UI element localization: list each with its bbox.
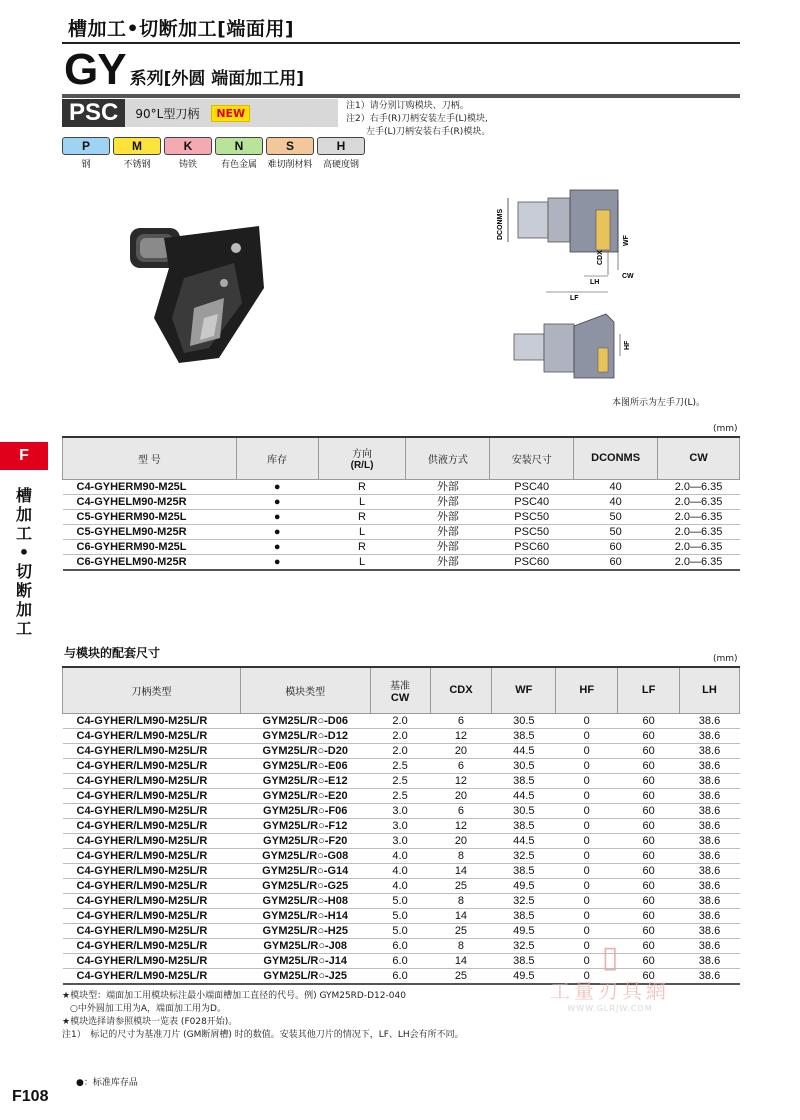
cell-mount: PSC40 [490, 479, 574, 494]
col-direction-label: 方向 [352, 449, 373, 461]
cell-base-cw: 5.0 [370, 923, 430, 938]
cell-lf: 60 [618, 803, 680, 818]
cell-base-cw: 5.0 [370, 893, 430, 908]
material-code: K [164, 137, 212, 155]
footnote: ★模块选择请参照模块一览表 (F028开始)。 [62, 1017, 238, 1027]
cell-base-cw: 3.0 [370, 803, 430, 818]
cell-lf: 60 [618, 773, 680, 788]
cell-hf: 0 [556, 923, 618, 938]
cell-holder-type: C4-GYHER/LM90-M25L/R [63, 908, 241, 923]
dconms-label: DCONMS [497, 208, 504, 240]
cell-wf: 38.5 [492, 908, 556, 923]
table-row [63, 788, 740, 803]
cell-model: C4-GYHERM90-M25L [63, 479, 237, 494]
cell-cdx: 8 [430, 893, 492, 908]
cell-coolant: 外部 [406, 539, 490, 554]
col-lh: LH [680, 667, 740, 713]
table-row [63, 893, 740, 908]
series-name: 系列[外圆 端面加工用] [129, 69, 305, 89]
cell-hf: 0 [556, 758, 618, 773]
cell-lf: 60 [618, 713, 680, 728]
psc-code: PSC [62, 99, 125, 127]
material-s [266, 137, 314, 170]
cell-coolant: 外部 [406, 479, 490, 494]
cell-cw: 2.0—6.35 [658, 494, 740, 509]
cell-lh: 38.6 [680, 758, 740, 773]
stock-legend: ●：标准库存品 [76, 1078, 138, 1088]
cell-cdx: 12 [430, 818, 492, 833]
cell-wf: 30.5 [492, 758, 556, 773]
cell-base-cw: 2.5 [370, 758, 430, 773]
col-base-label: 基准 [390, 680, 411, 692]
cell-cw: 2.0—6.35 [658, 524, 740, 539]
material-k [164, 137, 212, 170]
col-base-cw [370, 667, 430, 713]
cell-stock: ● [236, 539, 318, 554]
cell-module-type: GYM25L/R○-H14 [240, 908, 370, 923]
cell-cdx: 6 [430, 713, 492, 728]
cell-wf: 38.5 [492, 863, 556, 878]
table-row [63, 833, 740, 848]
cell-hf: 0 [556, 833, 618, 848]
cell-dconms: 40 [574, 494, 658, 509]
cell-lh: 38.6 [680, 773, 740, 788]
cell-cdx: 14 [430, 863, 492, 878]
cell-direction: L [318, 494, 406, 509]
cell-model: C6-GYHELM90-M25R [63, 554, 237, 570]
material-label: 难切削材料 [267, 160, 313, 170]
cell-hf: 0 [556, 728, 618, 743]
cell-cdx: 8 [430, 938, 492, 953]
watermark [540, 940, 680, 1013]
cell-hf: 0 [556, 893, 618, 908]
table-row [63, 803, 740, 818]
material-legend [62, 137, 365, 170]
cell-module-type: GYM25L/R○-F20 [240, 833, 370, 848]
cell-model: C6-GYHERM90-M25L [63, 539, 237, 554]
cell-wf: 38.5 [492, 728, 556, 743]
cell-base-cw: 2.0 [370, 713, 430, 728]
col-hf: HF [556, 667, 618, 713]
table-row [63, 554, 740, 570]
cell-mount: PSC60 [490, 539, 574, 554]
cell-holder-type: C4-GYHER/LM90-M25L/R [63, 803, 241, 818]
cell-base-cw: 5.0 [370, 908, 430, 923]
cell-module-type: GYM25L/R○-G08 [240, 848, 370, 863]
cell-lf: 60 [618, 818, 680, 833]
cell-wf: 38.5 [492, 953, 556, 968]
cell-module-type: GYM25L/R○-E06 [240, 758, 370, 773]
cell-cdx: 14 [430, 953, 492, 968]
material-h [317, 137, 365, 170]
cell-hf: 0 [556, 953, 618, 968]
col-cdx: CDX [430, 667, 492, 713]
cell-wf: 44.5 [492, 833, 556, 848]
cell-cdx: 25 [430, 968, 492, 984]
cell-cdx: 25 [430, 923, 492, 938]
table-header-row [63, 667, 740, 713]
cell-direction: L [318, 554, 406, 570]
cell-lh: 38.6 [680, 893, 740, 908]
cell-direction: L [318, 524, 406, 539]
table-row [63, 713, 740, 728]
table-row [63, 923, 740, 938]
module-dims-table [62, 666, 740, 985]
cell-model: C4-GYHELM90-M25R [63, 494, 237, 509]
cell-cw: 2.0—6.35 [658, 554, 740, 570]
cell-module-type: GYM25L/R○-F12 [240, 818, 370, 833]
table-row [63, 908, 740, 923]
cell-lf: 60 [618, 893, 680, 908]
cell-lf: 60 [618, 953, 680, 968]
cw-label: CW [622, 273, 634, 280]
cell-module-type: GYM25L/R○-H25 [240, 923, 370, 938]
cell-lh: 38.6 [680, 968, 740, 984]
cell-base-cw: 3.0 [370, 833, 430, 848]
cell-holder-type: C4-GYHER/LM90-M25L/R [63, 743, 241, 758]
cell-stock: ● [236, 554, 318, 570]
watermark-logo: ▯ [601, 940, 619, 975]
cell-holder-type: C4-GYHER/LM90-M25L/R [63, 938, 241, 953]
tool-holder-photo [124, 218, 269, 366]
dimension-diagram-side [510, 308, 640, 388]
cell-cdx: 12 [430, 773, 492, 788]
cell-dconms: 50 [574, 524, 658, 539]
cell-hf: 0 [556, 743, 618, 758]
cell-lh: 38.6 [680, 908, 740, 923]
col-direction-sub: (R/L) [350, 460, 374, 472]
col-wf: WF [492, 667, 556, 713]
cell-lf: 60 [618, 848, 680, 863]
table-row [63, 728, 740, 743]
series-title [64, 46, 304, 94]
cell-module-type: GYM25L/R○-F06 [240, 803, 370, 818]
cell-base-cw: 4.0 [370, 878, 430, 893]
table-row [63, 494, 740, 509]
cell-base-cw: 2.5 [370, 773, 430, 788]
material-n [215, 137, 263, 170]
cell-holder-type: C4-GYHER/LM90-M25L/R [63, 818, 241, 833]
cell-base-cw: 6.0 [370, 968, 430, 984]
cell-holder-type: C4-GYHER/LM90-M25L/R [63, 713, 241, 728]
cell-mount: PSC50 [490, 509, 574, 524]
cell-hf: 0 [556, 803, 618, 818]
cell-base-cw: 4.0 [370, 863, 430, 878]
cell-hf: 0 [556, 713, 618, 728]
cell-lh: 38.6 [680, 833, 740, 848]
material-m [113, 137, 161, 170]
footnote: 注1） 标记的尺寸为基准刀片 (GM断屑槽) 时的数值。安装其他刀片的情况下，LF、LH会有所不同。 [62, 1030, 464, 1040]
watermark-name: 工量刃具網 [550, 979, 670, 1003]
cell-module-type: GYM25L/R○-D12 [240, 728, 370, 743]
cell-dconms: 50 [574, 509, 658, 524]
material-code: M [113, 137, 161, 155]
cell-dconms: 60 [574, 539, 658, 554]
cell-lh: 38.6 [680, 728, 740, 743]
psc-bar [62, 99, 338, 127]
cell-lf: 60 [618, 923, 680, 938]
cell-cdx: 20 [430, 743, 492, 758]
table-row [63, 539, 740, 554]
material-label: 铸铁 [178, 160, 197, 170]
watermark-url: WWW.GLRJW.COM [567, 1004, 653, 1013]
cell-cdx: 6 [430, 803, 492, 818]
cell-base-cw: 2.5 [370, 788, 430, 803]
cell-base-cw: 6.0 [370, 953, 430, 968]
cell-cdx: 14 [430, 908, 492, 923]
cell-lh: 38.6 [680, 803, 740, 818]
col-mount: 安装尺寸 [490, 437, 574, 479]
cell-lf: 60 [618, 833, 680, 848]
cell-lf: 60 [618, 743, 680, 758]
cell-module-type: GYM25L/R○-H08 [240, 893, 370, 908]
cell-stock: ● [236, 509, 318, 524]
cell-module-type: GYM25L/R○-G14 [240, 863, 370, 878]
cell-cw: 2.0—6.35 [658, 509, 740, 524]
cell-holder-type: C4-GYHER/LM90-M25L/R [63, 968, 241, 984]
cell-lh: 38.6 [680, 818, 740, 833]
cell-stock: ● [236, 479, 318, 494]
cell-holder-type: C4-GYHER/LM90-M25L/R [63, 863, 241, 878]
cell-holder-type: C4-GYHER/LM90-M25L/R [63, 848, 241, 863]
top-note: 注2）右手(R)刀柄安装左手(L)模块, [346, 114, 488, 124]
cell-stock: ● [236, 494, 318, 509]
cell-hf: 0 [556, 788, 618, 803]
cell-base-cw: 4.0 [370, 848, 430, 863]
cell-stock: ● [236, 524, 318, 539]
table-row [63, 479, 740, 494]
cell-base-cw: 2.0 [370, 728, 430, 743]
cell-lf: 60 [618, 968, 680, 984]
holder-table [62, 436, 740, 571]
header-rule [62, 42, 740, 44]
cell-module-type: GYM25L/R○-D20 [240, 743, 370, 758]
cell-coolant: 外部 [406, 524, 490, 539]
unit-label-table2: (mm) [713, 654, 738, 664]
lh-label: LH [590, 279, 600, 286]
cell-dconms: 40 [574, 479, 658, 494]
cell-lh: 38.6 [680, 743, 740, 758]
cell-module-type: GYM25L/R○-J25 [240, 968, 370, 984]
cdx-label: CDX [597, 250, 604, 265]
col-direction [318, 437, 406, 479]
material-label: 不锈钢 [123, 160, 151, 170]
cell-base-cw: 2.0 [370, 743, 430, 758]
cell-holder-type: C4-GYHER/LM90-M25L/R [63, 893, 241, 908]
cell-base-cw: 6.0 [370, 938, 430, 953]
footnotes [62, 990, 464, 1042]
cell-lf: 60 [618, 758, 680, 773]
cell-cdx: 6 [430, 758, 492, 773]
top-notes [346, 100, 490, 139]
table-row [63, 773, 740, 788]
cell-holder-type: C4-GYHER/LM90-M25L/R [63, 923, 241, 938]
material-label: 高硬度钢 [322, 160, 359, 170]
cell-holder-type: C4-GYHER/LM90-M25L/R [63, 788, 241, 803]
cell-lh: 38.6 [680, 788, 740, 803]
cell-wf: 49.5 [492, 878, 556, 893]
table-row [63, 509, 740, 524]
diagram-caption: 本图所示为左手刀(L)。 [612, 398, 706, 408]
cell-lf: 60 [618, 863, 680, 878]
cell-module-type: GYM25L/R○-E12 [240, 773, 370, 788]
cell-holder-type: C4-GYHER/LM90-M25L/R [63, 878, 241, 893]
matching-dims-title: 与模块的配套尺寸 [64, 646, 161, 660]
table-row [63, 863, 740, 878]
psc-description: 90°L型刀柄 [135, 106, 200, 121]
cell-holder-type: C4-GYHER/LM90-M25L/R [63, 728, 241, 743]
cell-lh: 38.6 [680, 713, 740, 728]
material-label: 钢 [81, 160, 91, 170]
cell-coolant: 外部 [406, 494, 490, 509]
top-note: 注1）请分别订购模块、刀柄。 [346, 101, 469, 111]
cell-module-type: GYM25L/R○-G25 [240, 878, 370, 893]
material-p [62, 137, 110, 170]
table-header-row [63, 437, 740, 479]
col-coolant: 供液方式 [406, 437, 490, 479]
col-holder-type: 刀柄类型 [63, 667, 241, 713]
top-note: 左手(L)刀柄安装右手(R)模块。 [366, 127, 491, 137]
footnote: ★模块型：端面加工用模块标注最小端面槽加工直径的代号。例) GYM25RD-D12-040 [62, 991, 406, 1001]
cell-wf: 49.5 [492, 968, 556, 984]
cell-hf: 0 [556, 818, 618, 833]
cell-hf: 0 [556, 908, 618, 923]
cell-hf: 0 [556, 773, 618, 788]
cell-lf: 60 [618, 728, 680, 743]
material-code: S [266, 137, 314, 155]
cell-wf: 32.5 [492, 848, 556, 863]
table-row [63, 848, 740, 863]
col-cw: CW [658, 437, 740, 479]
col-lf: LF [618, 667, 680, 713]
cell-direction: R [318, 479, 406, 494]
material-code: H [317, 137, 365, 155]
cell-lh: 38.6 [680, 953, 740, 968]
cell-holder-type: C4-GYHER/LM90-M25L/R [63, 773, 241, 788]
cell-hf: 0 [556, 878, 618, 893]
table-row [63, 878, 740, 893]
cell-lf: 60 [618, 878, 680, 893]
cell-coolant: 外部 [406, 509, 490, 524]
cell-lh: 38.6 [680, 863, 740, 878]
material-code: N [215, 137, 263, 155]
unit-label-table1: (mm) [713, 424, 738, 434]
cell-module-type: GYM25L/R○-D06 [240, 713, 370, 728]
cell-cdx: 20 [430, 833, 492, 848]
col-stock: 库存 [236, 437, 318, 479]
page-number: F108 [12, 1088, 49, 1105]
cell-lf: 60 [618, 938, 680, 953]
cell-wf: 44.5 [492, 743, 556, 758]
cell-holder-type: C4-GYHER/LM90-M25L/R [63, 758, 241, 773]
cell-wf: 30.5 [492, 803, 556, 818]
cell-holder-type: C4-GYHER/LM90-M25L/R [63, 953, 241, 968]
footnote: ○中外圆加工用为A，端面加工用为D。 [70, 1004, 226, 1014]
cell-wf: 30.5 [492, 713, 556, 728]
cell-lh: 38.6 [680, 878, 740, 893]
cell-wf: 32.5 [492, 938, 556, 953]
series-rule [62, 94, 740, 98]
cell-module-type: GYM25L/R○-J08 [240, 938, 370, 953]
cell-cdx: 20 [430, 788, 492, 803]
cell-module-type: GYM25L/R○-J14 [240, 953, 370, 968]
cell-wf: 44.5 [492, 788, 556, 803]
cell-lf: 60 [618, 908, 680, 923]
col-module-type: 模块类型 [240, 667, 370, 713]
cell-wf: 38.5 [492, 818, 556, 833]
cell-lh: 38.6 [680, 848, 740, 863]
col-cw-label: CW [390, 691, 410, 704]
cell-cdx: 12 [430, 728, 492, 743]
cell-base-cw: 3.0 [370, 818, 430, 833]
cell-lh: 38.6 [680, 938, 740, 953]
cell-model: C5-GYHELM90-M25R [63, 524, 237, 539]
wf-label: WF [623, 235, 630, 246]
cell-wf: 38.5 [492, 773, 556, 788]
cell-mount: PSC40 [490, 494, 574, 509]
table-row [63, 818, 740, 833]
material-label: 有色金属 [220, 160, 257, 170]
cell-lh: 38.6 [680, 923, 740, 938]
cell-model: C5-GYHERM90-M25L [63, 509, 237, 524]
dimension-diagram-top [490, 180, 650, 305]
cell-hf: 0 [556, 968, 618, 984]
col-model: 型 号 [63, 437, 237, 479]
material-code: P [62, 137, 110, 155]
cell-dconms: 60 [574, 554, 658, 570]
cell-cdx: 25 [430, 878, 492, 893]
cell-wf: 49.5 [492, 923, 556, 938]
col-dconms: DCONMS [574, 437, 658, 479]
cell-cw: 2.0—6.35 [658, 539, 740, 554]
cell-wf: 32.5 [492, 893, 556, 908]
page-category-title: 槽加工•切断加工[端面用] [68, 18, 295, 40]
series-code: GY [64, 45, 126, 94]
cell-direction: R [318, 539, 406, 554]
section-tab-f: F [0, 442, 48, 470]
hf-label: HF [624, 340, 631, 350]
cell-module-type: GYM25L/R○-E20 [240, 788, 370, 803]
cell-hf: 0 [556, 938, 618, 953]
cell-direction: R [318, 509, 406, 524]
cell-holder-type: C4-GYHER/LM90-M25L/R [63, 833, 241, 848]
cell-hf: 0 [556, 863, 618, 878]
new-badge: NEW [211, 105, 250, 122]
cell-mount: PSC50 [490, 524, 574, 539]
lf-label: LF [570, 295, 579, 302]
section-side-label: 槽加工•切断加工 [15, 486, 32, 638]
cell-lf: 60 [618, 788, 680, 803]
cell-hf: 0 [556, 848, 618, 863]
table-row [63, 524, 740, 539]
table-row [63, 758, 740, 773]
table-row [63, 743, 740, 758]
cell-coolant: 外部 [406, 554, 490, 570]
cell-cdx: 8 [430, 848, 492, 863]
cell-mount: PSC60 [490, 554, 574, 570]
cell-cw: 2.0—6.35 [658, 479, 740, 494]
